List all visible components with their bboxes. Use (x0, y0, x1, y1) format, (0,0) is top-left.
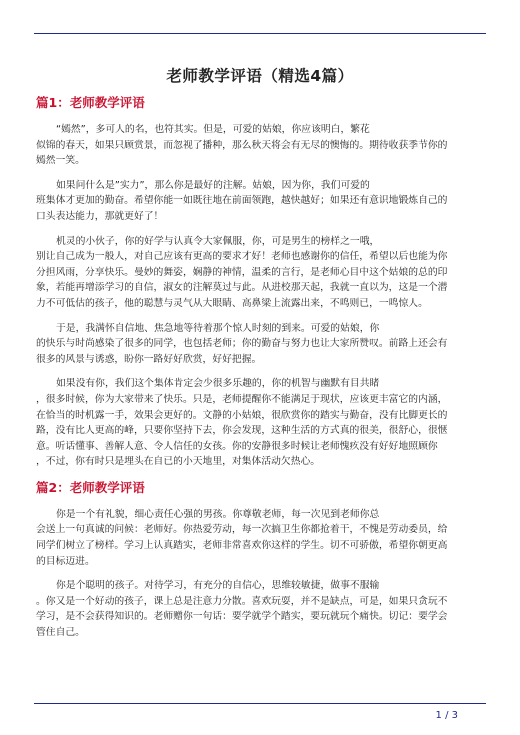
text-line: 的快乐与时尚感染了很多的同学，也包括老师；你的勤奋与努力也让大家所赞叹。前路上还会有 (36, 338, 448, 350)
text-line: “嫣然”，多可人的名，也符其实。但是，可爱的姑娘，你应该明白，繁花 (56, 124, 370, 135)
text-line: 分担风雨，分享快乐。曼妙的舞姿，娴静的神情，温柔的言行，是老师心目中这个姑娘的总的印 (36, 266, 448, 278)
text-line: 路，没有比人更高的峰，只要你坚持下去，你会发现，这种生活的方式真的很美，很舒心，很惬 (36, 425, 448, 437)
section-heading: 篇1：老师教学评语 (36, 95, 145, 110)
page-number: 1 / 3 (435, 710, 458, 721)
text-line: 别让自己成为一般人，对自己应该有更高的要求才好！老师也感谢你的信任，希望以后也能为你 (36, 251, 448, 263)
text-line: 班集体才更加的勤奋。希望你能一如既往地在前面领跑，越快越好；如果还有意识地锻炼自己的 (36, 195, 448, 207)
text-line: 的目标迈进。 (36, 555, 95, 567)
text-line: 于是，我满怀自信地、焦急地等待着那个惊人时刻的到来。可爱的姑娘，你 (56, 322, 380, 334)
text-line: 。你又是一个好动的孩子，课上总是注意力分散。喜欢玩耍，并不是缺点，可是，如果只贪玩不 (36, 595, 448, 607)
text-line: 你是一个有礼貌，细心责任心强的男孩。你尊敬老师，每一次见到老师你总 (56, 508, 380, 520)
text-line: ，很多时候，你为大家带来了快乐。只是，老师提醒你不能满足于现状，应该更丰富它的内涵， (36, 393, 448, 405)
footer-rule (34, 703, 486, 704)
header-rule (34, 33, 486, 34)
paragraph (36, 122, 486, 169)
paragraph (36, 578, 486, 640)
text-line: 象，若能再增添学习的自信，淑女的注解莫过与此。从进校那天起，我就一直以为，这是一个潜 (36, 282, 448, 294)
text-line: 口头表达能力，那就更好了！ (36, 210, 164, 222)
text-line: 管住自己。 (36, 627, 85, 639)
text-line: 如果没有你，我们这个集体肯定会少很多乐趣的，你的机智与幽默有目共睹 (56, 378, 380, 390)
paragraph (36, 321, 486, 368)
document-body (36, 94, 486, 650)
text-line: 会送上一句真诚的问候：老师好。你热爱劳动，每一次搞卫生你都抢着干，不愧是劳动委员，给 (36, 524, 448, 536)
text-line: 意。听话懂事、善解人意、令人信任的女孩。你的安静很多时候让老师愧疚没有好好地照顾你 (36, 440, 438, 452)
text-line: 嫣然一笑。 (36, 155, 85, 167)
page-title: 老师教学评语（精选4篇） (166, 67, 354, 85)
text-line: 在恰当的时机露一手，效果会更好的。文静的小姑娘，很欣赏你的踏实与勤奋，没有比脚更长的 (36, 409, 448, 421)
text-line: 机灵的小伙子，你的好学与认真令大家佩服，你，可是男生的榜样之一哦， (56, 235, 380, 247)
paragraph (36, 178, 486, 225)
section-heading: 篇2：老师教学评语 (36, 479, 145, 495)
paragraph (36, 234, 486, 312)
text-line: 你是个聪明的孩子。对待学习，有充分的自信心，思维较敏捷，做事不服输 (56, 580, 380, 592)
text-line: 学习，是不会获得知识的。老师赠你一句话：要学就学个踏实，要玩就玩个痛快。切记：要学会 (36, 611, 448, 623)
paragraph (36, 376, 486, 470)
section-1 (36, 94, 486, 470)
text-line: 同学们树立了榜样。学习上认真踏实，老师非常喜欢你这样的学生。切不可骄傲，希望你朝更高 (36, 540, 448, 552)
text-line: 很多的风景与诱惑，盼你一路好好欣赏，好好把握。 (36, 353, 262, 365)
paragraph (36, 507, 486, 569)
section-2 (36, 479, 486, 641)
text-line: ，不过，你有时只是埋头在自已的小天地里，对集体活动欠热心。 (36, 456, 321, 468)
text-line: 力不可低估的孩子，他的聪慧与灵气从大眼睛、高鼻梁上流露出来，不鸣则已，一鸣惊人。 (36, 297, 428, 309)
text-line: 如果问什么是”实力”，那么你是最好的注解。姑娘，因为你，我们可爱的 (56, 179, 370, 191)
text-line: 似锦的春天，如果只顾赏景，而忽视了播种，那么秋天将会有无尽的懊悔的。期待收获季节你的 (36, 139, 448, 151)
